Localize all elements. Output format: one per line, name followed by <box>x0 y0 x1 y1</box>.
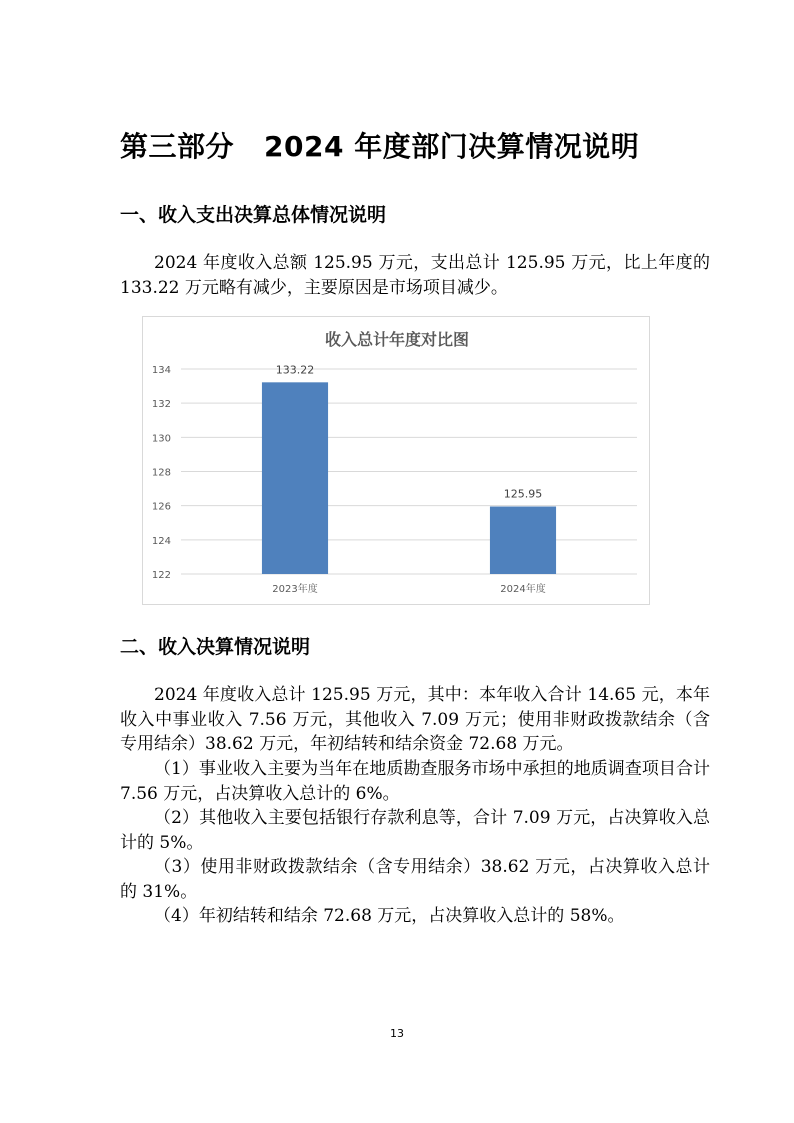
section1-paragraph: 2024 年度收入总额 125.95 万元，支出总计 125.95 万元，比上年度的 133.22 万元略有减少，主要原因是市场项目减少。 <box>120 253 710 298</box>
chart-y-axis <box>152 365 171 581</box>
chart-gridlines <box>181 369 637 574</box>
page-title <box>120 125 720 165</box>
y-tick-label: 134 <box>151 365 171 376</box>
x-tick-label-2: 2024年度 <box>500 584 546 595</box>
bar-1 <box>262 382 328 574</box>
page-number: 13 <box>390 1027 404 1040</box>
y-tick-label: 132 <box>151 399 171 411</box>
data-label-1: 133.22 <box>275 363 315 377</box>
income-comparison-chart <box>142 316 650 605</box>
y-tick-label: 122 <box>151 570 171 581</box>
y-tick-label: 128 <box>151 467 171 479</box>
x-tick-label-1: 2023年度 <box>272 584 318 595</box>
y-tick-label: 126 <box>151 501 171 513</box>
section2-item-4: （4）年初结转和结余 72.68 万元，占决算收入总计的 58%。 <box>154 906 625 926</box>
section2-paragraph: 2024 年度收入总计 125.95 万元，其中：本年收入合计 14.65 元，本年收入中事业收入 7.56 万元，其他收入 7.09 万元；使用非财政拨款结余（含专用结余）38.62 万元，年初结转和结余资金 72.68 万元。 <box>120 685 710 754</box>
chart-title: 收入总计年度对比图 <box>324 330 470 349</box>
section1-heading: 一、收入支出决算总体情况说明 <box>120 204 387 226</box>
section2-item-3: （3）使用非财政拨款结余（含专用结余）38.62 万元，占决算收入总计的 31%。 <box>120 857 710 902</box>
chart-bars <box>262 382 556 574</box>
chart-canvas <box>143 317 651 606</box>
part-label: 第三部分 <box>120 130 235 163</box>
y-tick-label: 130 <box>151 433 171 445</box>
y-tick-label: 124 <box>151 535 171 547</box>
bar-2 <box>490 507 556 574</box>
data-label-2: 125.95 <box>503 487 543 501</box>
title-text: 2024 年度部门决算情况说明 <box>264 130 640 163</box>
section2-item-2: （2）其他收入主要包括银行存款利息等，合计 7.09 万元，占决算收入总计的 5%。 <box>120 808 710 853</box>
section2-item-1: （1）事业收入主要为当年在地质勘查服务市场中承担的地质调查项目合计 7.56 万元，占决算收入总计的 6%。 <box>120 759 710 804</box>
section2-heading: 二、收入决算情况说明 <box>120 636 311 658</box>
chart-x-axis <box>272 582 545 595</box>
